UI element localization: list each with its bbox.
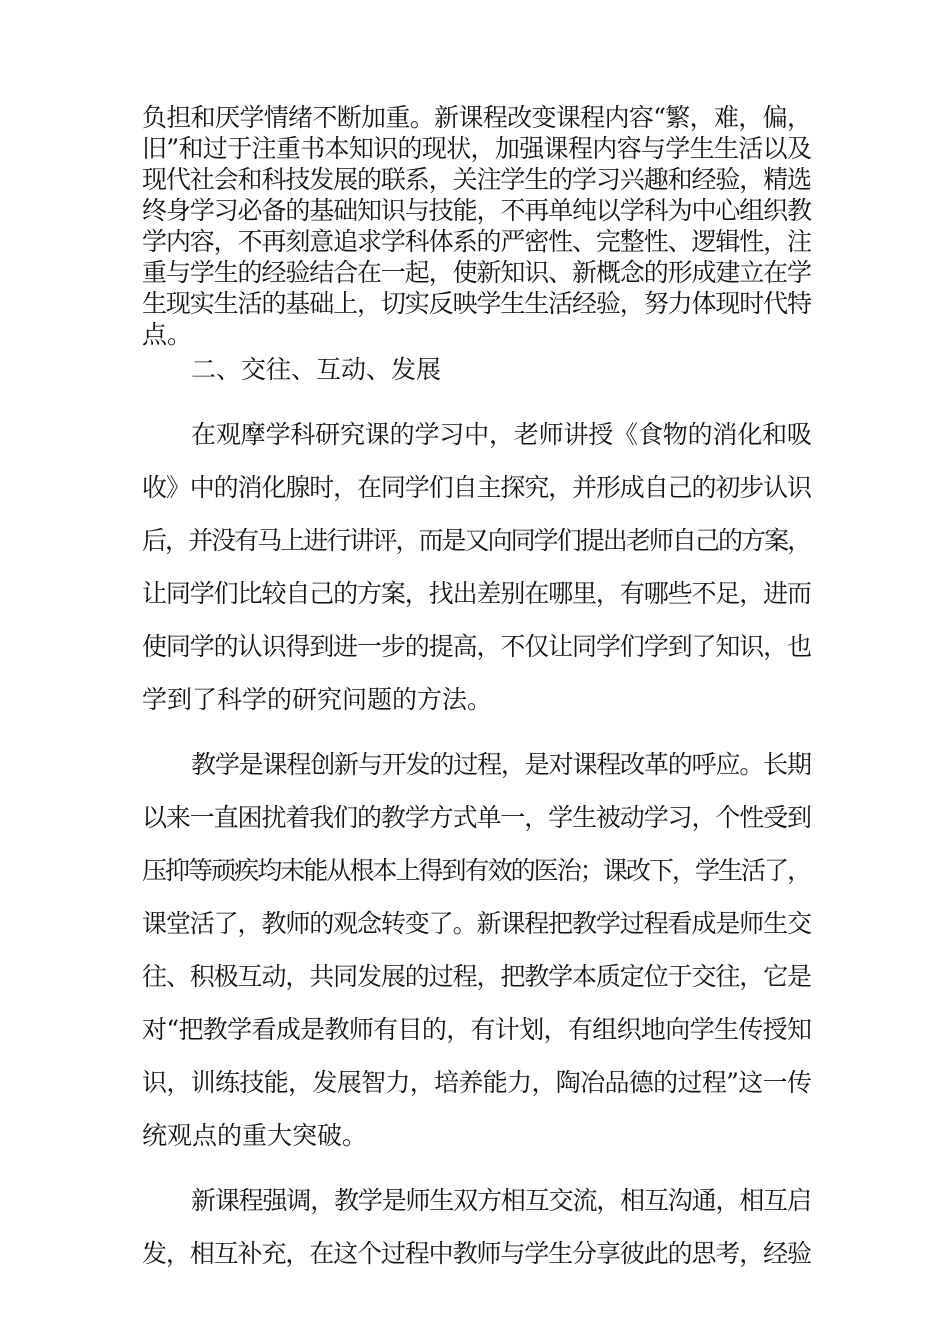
- text-line: 使同学的认识得到进一步的提高，不仅让同学们学到了知识，也: [142, 632, 811, 661]
- text-line: 在观摩学科研究课的学习中，老师讲授《食物的消化和吸: [191, 420, 812, 449]
- text-line: 统观点的重大突破。: [142, 1121, 368, 1150]
- text-line: 学内容，不再刻意追求学科体系的严密性、完整性、逻辑性，注: [142, 227, 811, 256]
- text-line: 现代社会和科技发展的联系，关注学生的学习兴趣和经验，精选: [142, 165, 811, 194]
- text-line: 新课程强调，教学是师生双方相互交流，相互沟通，相互启: [191, 1186, 811, 1215]
- text-line: 对“把教学看成是教师有目的，有计划，有组织地向学生传授知: [142, 1015, 812, 1044]
- text-line: 学到了科学的研究问题的方法。: [142, 685, 493, 714]
- text-line: 发，相互补充，在这个过程中教师与学生分享彼此的思考，经验: [142, 1239, 811, 1268]
- text-line: 终身学习必备的基础知识与技能，不再单纯以学科为中心组织教: [142, 196, 811, 225]
- text-line: 往、积极互动，共同发展的过程，把教学本质定位于交往，它是: [142, 962, 811, 991]
- text-line: 生现实生活的基础上，切实反映学生生活经验，努力体现时代特: [142, 289, 811, 318]
- text-line: 课堂活了，教师的观念转变了。新课程把教学过程看成是师生交: [142, 909, 811, 938]
- text-line: 让同学们比较自己的方案，找出差别在哪里，有哪些不足，进而: [142, 579, 811, 608]
- text-line: 压抑等顽疾均未能从根本上得到有效的医治；课改下，学生活了，: [142, 856, 811, 885]
- text-line: 点。: [142, 320, 193, 349]
- text-line: 收》中的消化腺时，在同学们自主探究，并形成自己的初步认识: [142, 473, 811, 502]
- text-line: 识，训练技能，发展智力，培养能力，陶冶品德的过程”这一传: [142, 1068, 812, 1097]
- text-line: 负担和厌学情绪不断加重。新课程改变课程内容“繁，难，偏，: [142, 103, 812, 132]
- section-heading: 二、交往、互动、发展: [191, 355, 442, 384]
- text-line: 后，并没有马上进行讲评，而是又向同学们提出老师自己的方案，: [142, 526, 811, 555]
- text-line: 旧”和过于注重书本知识的现状，加强课程内容与学生生活以及: [142, 134, 812, 163]
- text-line: 以来一直困扰着我们的教学方式单一，学生被动学习，个性受到: [142, 803, 811, 832]
- text-line: 重与学生的经验结合在一起，使新知识、新概念的形成建立在学: [142, 258, 811, 287]
- text-line: 教学是课程创新与开发的过程，是对课程改革的呼应。长期: [191, 750, 811, 779]
